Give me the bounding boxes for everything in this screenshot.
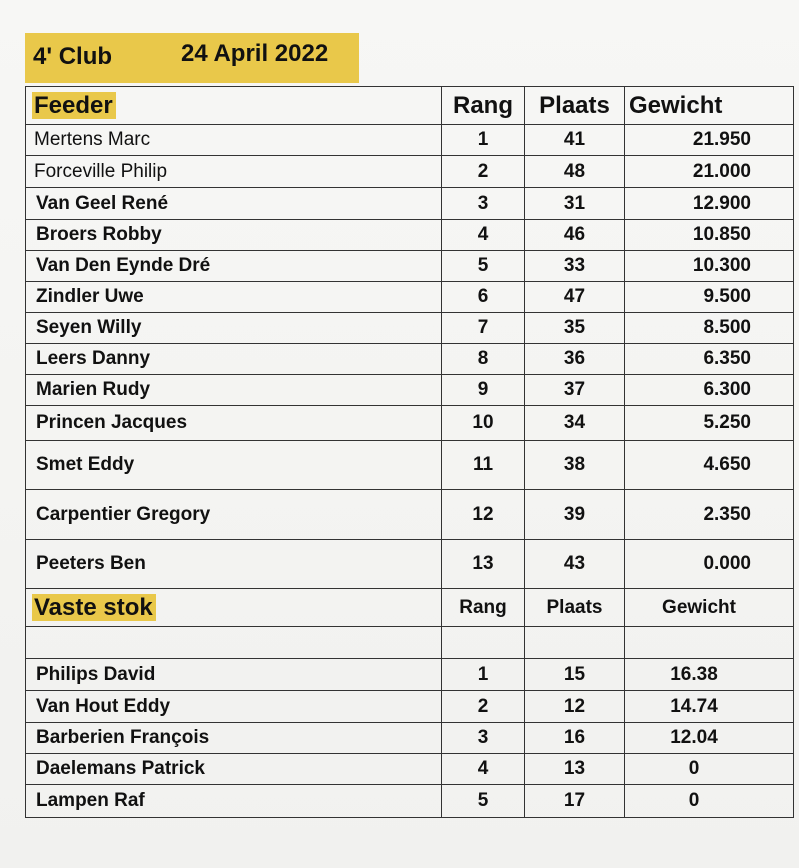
rang-value: 5 — [442, 785, 525, 818]
gewicht-value: 6.300 — [625, 375, 794, 406]
plaats-value: 48 — [525, 156, 625, 188]
feeder-row — [26, 282, 794, 313]
title-banner — [25, 33, 359, 83]
col-header-plaats: Plaats — [525, 589, 625, 627]
feeder-header-row — [26, 87, 794, 125]
plaats-value: 41 — [525, 125, 625, 156]
participant-name: Marien Rudy — [26, 375, 442, 406]
plaats-value: 47 — [525, 282, 625, 313]
feeder-row — [26, 490, 794, 540]
rang-value: 8 — [442, 344, 525, 375]
rang-value: 1 — [442, 125, 525, 156]
empty-cell — [26, 627, 442, 659]
vaste-stok-row — [26, 691, 794, 723]
plaats-value: 38 — [525, 441, 625, 490]
participant-name: Barberien François — [26, 723, 442, 754]
gewicht-value: 5.250 — [625, 406, 794, 441]
rang-value: 6 — [442, 282, 525, 313]
plaats-value: 43 — [525, 540, 625, 589]
feeder-row — [26, 251, 794, 282]
feeder-section-cell — [26, 87, 442, 125]
participant-name: Smet Eddy — [26, 441, 442, 490]
rang-value: 5 — [442, 251, 525, 282]
plaats-value: 31 — [525, 188, 625, 220]
vaste-stok-header-row — [26, 589, 794, 627]
feeder-section-label: Feeder — [32, 92, 116, 119]
rang-value: 4 — [442, 754, 525, 785]
plaats-value: 12 — [525, 691, 625, 723]
rang-value: 10 — [442, 406, 525, 441]
plaats-value: 46 — [525, 220, 625, 251]
participant-name: Princen Jacques — [26, 406, 442, 441]
feeder-row — [26, 220, 794, 251]
participant-name: Daelemans Patrick — [26, 754, 442, 785]
plaats-value: 17 — [525, 785, 625, 818]
participant-name: Zindler Uwe — [26, 282, 442, 313]
gewicht-value: 0 — [625, 785, 794, 818]
gewicht-value: 10.850 — [625, 220, 794, 251]
rang-value: 7 — [442, 313, 525, 344]
col-header-gewicht: Gewicht — [625, 87, 794, 125]
plaats-value: 15 — [525, 659, 625, 691]
participant-name: Peeters Ben — [26, 540, 442, 589]
rang-value: 11 — [442, 441, 525, 490]
rang-value: 13 — [442, 540, 525, 589]
plaats-value: 13 — [525, 754, 625, 785]
gewicht-value: 12.900 — [625, 188, 794, 220]
gewicht-value: 8.500 — [625, 313, 794, 344]
plaats-value: 35 — [525, 313, 625, 344]
empty-cell — [525, 627, 625, 659]
feeder-row — [26, 313, 794, 344]
plaats-value: 39 — [525, 490, 625, 540]
feeder-row — [26, 406, 794, 441]
feeder-row — [26, 375, 794, 406]
rang-value: 2 — [442, 691, 525, 723]
participant-name: Van Den Eynde Dré — [26, 251, 442, 282]
plaats-value: 37 — [525, 375, 625, 406]
col-header-rang: Rang — [442, 589, 525, 627]
empty-row — [26, 627, 794, 659]
gewicht-value: 2.350 — [625, 490, 794, 540]
rang-value: 12 — [442, 490, 525, 540]
plaats-value: 16 — [525, 723, 625, 754]
vaste-stok-row — [26, 659, 794, 691]
col-header-plaats: Plaats — [525, 87, 625, 125]
rang-value: 3 — [442, 188, 525, 220]
gewicht-value: 21.000 — [625, 156, 794, 188]
plaats-value: 33 — [525, 251, 625, 282]
gewicht-value: 16.38 — [625, 659, 794, 691]
feeder-row — [26, 188, 794, 220]
rang-value: 2 — [442, 156, 525, 188]
feeder-row — [26, 156, 794, 188]
feeder-row — [26, 441, 794, 490]
participant-name: Lampen Raf — [26, 785, 442, 818]
participant-name: Philips David — [26, 659, 442, 691]
empty-cell — [625, 627, 794, 659]
participant-name: Seyen Willy — [26, 313, 442, 344]
gewicht-value: 0 — [625, 754, 794, 785]
vaste-stok-row — [26, 723, 794, 754]
plaats-value: 34 — [525, 406, 625, 441]
participant-name: Van Geel René — [26, 188, 442, 220]
club-name: 4' Club — [33, 43, 113, 70]
gewicht-value: 21.950 — [625, 125, 794, 156]
rang-value: 1 — [442, 659, 525, 691]
vaste-stok-section-label: Vaste stok — [32, 594, 156, 621]
col-header-rang: Rang — [442, 87, 525, 125]
participant-name: Carpentier Gregory — [26, 490, 442, 540]
participant-name: Mertens Marc — [26, 125, 442, 156]
event-date: 24 April 2022 — [181, 40, 329, 67]
vaste-stok-row — [26, 754, 794, 785]
gewicht-value: 10.300 — [625, 251, 794, 282]
participant-name: Van Hout Eddy — [26, 691, 442, 723]
col-header-gewicht: Gewicht — [625, 589, 794, 627]
results-table — [25, 86, 794, 818]
empty-cell — [442, 627, 525, 659]
rang-value: 4 — [442, 220, 525, 251]
rang-value: 9 — [442, 375, 525, 406]
vaste-stok-row — [26, 785, 794, 818]
gewicht-value: 6.350 — [625, 344, 794, 375]
feeder-row — [26, 344, 794, 375]
gewicht-value: 12.04 — [625, 723, 794, 754]
gewicht-value: 0.000 — [625, 540, 794, 589]
plaats-value: 36 — [525, 344, 625, 375]
rang-value: 3 — [442, 723, 525, 754]
gewicht-value: 4.650 — [625, 441, 794, 490]
participant-name: Broers Robby — [26, 220, 442, 251]
participant-name: Leers Danny — [26, 344, 442, 375]
participant-name: Forceville Philip — [26, 156, 442, 188]
gewicht-value: 9.500 — [625, 282, 794, 313]
vaste-stok-section-cell — [26, 589, 442, 627]
gewicht-value: 14.74 — [625, 691, 794, 723]
feeder-row — [26, 540, 794, 589]
feeder-row — [26, 125, 794, 156]
